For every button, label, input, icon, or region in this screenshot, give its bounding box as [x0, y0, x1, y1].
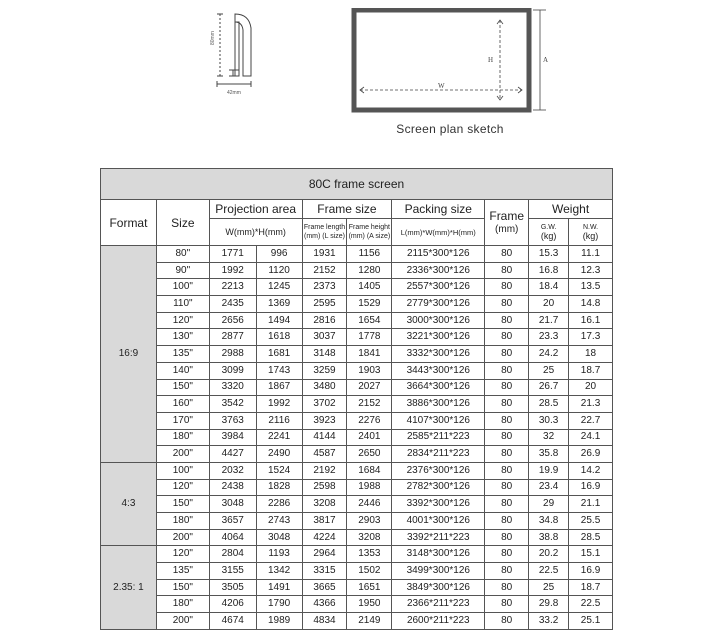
packing-size-cell: 3332*300*126 [392, 346, 485, 363]
table-row [101, 296, 613, 313]
frame-height-cell: 1651 [347, 579, 392, 596]
frame-length-cell: 4144 [302, 429, 347, 446]
size-cell: 150" [156, 496, 209, 513]
table-row [101, 479, 613, 496]
nw-cell: 14.8 [569, 296, 613, 313]
sketch-caption: Screen plan sketch [396, 122, 504, 136]
proj-w-cell: 2213 [209, 279, 256, 296]
frame-height-cell: 2276 [347, 412, 392, 429]
table-row [101, 412, 613, 429]
size-cell: 130" [156, 329, 209, 346]
format-cell: 2.35: 1 [101, 546, 157, 629]
proj-h-cell: 1342 [256, 563, 302, 580]
gw-cell: 15.3 [529, 246, 569, 263]
nw-cell: 13.5 [569, 279, 613, 296]
proj-h-cell: 2743 [256, 513, 302, 530]
size-cell: 170" [156, 412, 209, 429]
size-cell: 110" [156, 296, 209, 313]
nw-cell: 16.9 [569, 479, 613, 496]
gw-cell: 26.7 [529, 379, 569, 396]
packing-size-cell: 3499*300*126 [392, 563, 485, 580]
packing-size-cell: 2600*211*223 [392, 613, 485, 630]
gw-cell: 38.8 [529, 529, 569, 546]
frame-length-cell: 3923 [302, 412, 347, 429]
frame-height-cell: 1841 [347, 346, 392, 363]
frame-height-cell: 1280 [347, 262, 392, 279]
proj-h-cell: 1120 [256, 262, 302, 279]
frame-length-cell: 2598 [302, 479, 347, 496]
gw-cell: 33.2 [529, 613, 569, 630]
packing-size-cell: 3221*300*126 [392, 329, 485, 346]
nw-cell: 18.7 [569, 579, 613, 596]
size-cell: 180" [156, 513, 209, 530]
gw-unit: (kg) [540, 231, 557, 241]
gw-label: G.W. [540, 224, 557, 231]
size-cell: 120" [156, 312, 209, 329]
plan-w-label: W [438, 82, 445, 90]
nw-cell: 21.3 [569, 396, 613, 413]
proj-w-cell: 3320 [209, 379, 256, 396]
nw-cell: 15.1 [569, 546, 613, 563]
proj-w-cell: 3542 [209, 396, 256, 413]
frame-height-cell: 1405 [347, 279, 392, 296]
frame-cell: 80 [485, 396, 529, 413]
spec-table-body [101, 246, 613, 630]
packing-size-cell: 2557*300*126 [392, 279, 485, 296]
size-cell: 180" [156, 429, 209, 446]
gw-cell: 22.5 [529, 563, 569, 580]
frame-length-cell: 4587 [302, 446, 347, 463]
proj-w-cell: 4206 [209, 596, 256, 613]
format-header: Format [101, 200, 157, 246]
frame-length-cell: 3037 [302, 329, 347, 346]
frame-length-cell: 2816 [302, 312, 347, 329]
table-row [101, 529, 613, 546]
frame-length-cell: 2152 [302, 262, 347, 279]
frame-height-cell: 3208 [347, 529, 392, 546]
frame-length-cell: 2192 [302, 462, 347, 479]
table-row [101, 496, 613, 513]
proj-w-cell: 4064 [209, 529, 256, 546]
nw-cell: 18.7 [569, 362, 613, 379]
proj-h-cell: 1989 [256, 613, 302, 630]
gw-cell: 35.8 [529, 446, 569, 463]
proj-h-cell: 1828 [256, 479, 302, 496]
proj-h-cell: 996 [256, 246, 302, 263]
proj-h-cell: 1491 [256, 579, 302, 596]
proj-h-cell: 1992 [256, 396, 302, 413]
frame-length-cell: 3702 [302, 396, 347, 413]
size-cell: 150" [156, 579, 209, 596]
proj-w-cell: 2804 [209, 546, 256, 563]
profile-width-label: 42mm [227, 90, 241, 96]
packing-size-cell: 2782*300*126 [392, 479, 485, 496]
frame-cell: 80 [485, 346, 529, 363]
size-cell: 135" [156, 346, 209, 363]
packing-size-cell: 4001*300*126 [392, 513, 485, 530]
frame-height-cell: 1950 [347, 596, 392, 613]
nw-cell: 16.1 [569, 312, 613, 329]
size-cell: 100" [156, 279, 209, 296]
frame-profile-sketch [195, 10, 265, 105]
proj-h-cell: 2241 [256, 429, 302, 446]
frame-cell: 80 [485, 262, 529, 279]
frame-length-cell: 2595 [302, 296, 347, 313]
proj-h-cell: 1524 [256, 462, 302, 479]
proj-w-cell: 3155 [209, 563, 256, 580]
frame-height-cell: 2401 [347, 429, 392, 446]
table-row [101, 362, 613, 379]
format-cell: 16:9 [101, 246, 157, 463]
gw-cell: 29 [529, 496, 569, 513]
size-cell: 160" [156, 396, 209, 413]
proj-w-cell: 3984 [209, 429, 256, 446]
nw-cell: 25.1 [569, 613, 613, 630]
proj-w-cell: 3048 [209, 496, 256, 513]
packing-size-cell: 3443*300*126 [392, 362, 485, 379]
frame-length-cell: 1931 [302, 246, 347, 263]
nw-cell: 28.5 [569, 529, 613, 546]
nw-cell: 16.9 [569, 563, 613, 580]
frame-cell: 80 [485, 279, 529, 296]
frame-cell: 80 [485, 296, 529, 313]
table-row [101, 613, 613, 630]
frame-length-cell: 3480 [302, 379, 347, 396]
proj-h-cell: 1494 [256, 312, 302, 329]
gw-cell: 16.8 [529, 262, 569, 279]
table-row [101, 312, 613, 329]
frame-length-cell: 3315 [302, 563, 347, 580]
nw-cell: 21.1 [569, 496, 613, 513]
proj-w-cell: 3763 [209, 412, 256, 429]
proj-h-cell: 3048 [256, 529, 302, 546]
gw-cell: 23.4 [529, 479, 569, 496]
gw-cell: 18.4 [529, 279, 569, 296]
frame-length-header: Frame length (mm) (L size) [302, 219, 347, 246]
size-cell: 120" [156, 479, 209, 496]
proj-w-cell: 2032 [209, 462, 256, 479]
frame-height-cell: 2152 [347, 396, 392, 413]
frame-length-cell: 4366 [302, 596, 347, 613]
table-row [101, 346, 613, 363]
packing-size-cell: 2366*211*223 [392, 596, 485, 613]
proj-h-cell: 1245 [256, 279, 302, 296]
proj-w-cell: 2877 [209, 329, 256, 346]
proj-w-cell: 2438 [209, 479, 256, 496]
frame-cell: 80 [485, 613, 529, 630]
gw-cell: 34.8 [529, 513, 569, 530]
table-row [101, 579, 613, 596]
plan-a-label: A [543, 56, 549, 64]
frame-height-cell: 1778 [347, 329, 392, 346]
frame-cell: 80 [485, 362, 529, 379]
projection-area-header: Projection area [209, 200, 302, 219]
table-row [101, 429, 613, 446]
size-header: Size [156, 200, 209, 246]
frame-length-cell: 3665 [302, 579, 347, 596]
gw-cell: 21.7 [529, 312, 569, 329]
frame-height-header: Frame height (mm) (A size) [347, 219, 392, 246]
frame-length-cell: 3208 [302, 496, 347, 513]
frame-cell: 80 [485, 462, 529, 479]
proj-h-cell: 1790 [256, 596, 302, 613]
frame-length-cell: 4224 [302, 529, 347, 546]
frame-cell: 80 [485, 412, 529, 429]
packing-size-cell: 3886*300*126 [392, 396, 485, 413]
frame-cell: 80 [485, 246, 529, 263]
frame-cell: 80 [485, 312, 529, 329]
size-cell: 100" [156, 462, 209, 479]
packing-size-cell: 3664*300*126 [392, 379, 485, 396]
gw-header [529, 219, 569, 246]
weight-header: Weight [529, 200, 613, 219]
proj-h-cell: 1867 [256, 379, 302, 396]
frame-cell: 80 [485, 513, 529, 530]
table-row [101, 462, 613, 479]
frame-length-cell: 2373 [302, 279, 347, 296]
packing-size-cell: 3392*300*126 [392, 496, 485, 513]
frame-cell: 80 [485, 479, 529, 496]
frame-height-cell: 2027 [347, 379, 392, 396]
packing-size-cell: 3392*211*223 [392, 529, 485, 546]
nw-cell: 14.2 [569, 462, 613, 479]
frame-height-cell: 1988 [347, 479, 392, 496]
gw-cell: 32 [529, 429, 569, 446]
nw-cell: 25.5 [569, 513, 613, 530]
frame-height-cell: 2650 [347, 446, 392, 463]
gw-cell: 25 [529, 579, 569, 596]
proj-w-cell: 4427 [209, 446, 256, 463]
table-row [101, 596, 613, 613]
frame-length-cell: 3259 [302, 362, 347, 379]
table-row [101, 513, 613, 530]
frame-cell: 80 [485, 329, 529, 346]
nw-cell: 24.1 [569, 429, 613, 446]
frame-height-cell: 1684 [347, 462, 392, 479]
gw-cell: 29.8 [529, 596, 569, 613]
nw-cell: 22.5 [569, 596, 613, 613]
packing-size-cell: 2376*300*126 [392, 462, 485, 479]
packing-size-header: Packing size [392, 200, 485, 219]
packing-size-cell: 2336*300*126 [392, 262, 485, 279]
frame-height-cell: 1529 [347, 296, 392, 313]
proj-w-cell: 1771 [209, 246, 256, 263]
proj-w-cell: 4674 [209, 613, 256, 630]
screen-plan-sketch [350, 8, 560, 118]
frame-length-cell: 3148 [302, 346, 347, 363]
table-row [101, 396, 613, 413]
frame-length-cell: 2964 [302, 546, 347, 563]
size-cell: 140" [156, 362, 209, 379]
proj-w-cell: 3099 [209, 362, 256, 379]
table-row [101, 546, 613, 563]
frame-height-cell: 1353 [347, 546, 392, 563]
frame-height-cell: 2903 [347, 513, 392, 530]
nw-label: N.W. [582, 224, 599, 231]
size-cell: 120" [156, 546, 209, 563]
frame-cell: 80 [485, 563, 529, 580]
size-cell: 135" [156, 563, 209, 580]
proj-w-cell: 1992 [209, 262, 256, 279]
frame-size-header: Frame size [302, 200, 392, 219]
frame-cell: 80 [485, 496, 529, 513]
gw-cell: 28.5 [529, 396, 569, 413]
frame-height-cell: 2149 [347, 613, 392, 630]
proj-h-cell: 1743 [256, 362, 302, 379]
proj-w-cell: 2988 [209, 346, 256, 363]
frame-cell: 80 [485, 579, 529, 596]
proj-h-cell: 1681 [256, 346, 302, 363]
packing-size-cell: 3000*300*126 [392, 312, 485, 329]
table-row [101, 563, 613, 580]
nw-cell: 20 [569, 379, 613, 396]
table-row [101, 262, 613, 279]
proj-h-cell: 1369 [256, 296, 302, 313]
packing-size-cell: 2585*211*223 [392, 429, 485, 446]
packing-size-cell: 3148*300*126 [392, 546, 485, 563]
table-title: 80C frame screen [101, 169, 613, 200]
proj-w-cell: 2656 [209, 312, 256, 329]
size-cell: 200" [156, 529, 209, 546]
gw-cell: 24.2 [529, 346, 569, 363]
packing-size-cell: 3849*300*126 [392, 579, 485, 596]
frame-cell: 80 [485, 379, 529, 396]
plan-h-label: H [488, 56, 494, 64]
packing-size-cell: 2834*211*223 [392, 446, 485, 463]
nw-cell: 12.3 [569, 262, 613, 279]
frame-height-cell: 1502 [347, 563, 392, 580]
packing-sub-header: L(mm)*W(mm)*H(mm) [392, 219, 485, 246]
gw-cell: 19.9 [529, 462, 569, 479]
gw-cell: 20.2 [529, 546, 569, 563]
frame-height-cell: 1156 [347, 246, 392, 263]
proj-w-cell: 3657 [209, 513, 256, 530]
frame-cell: 80 [485, 429, 529, 446]
table-row [101, 279, 613, 296]
gw-cell: 30.3 [529, 412, 569, 429]
table-row [101, 379, 613, 396]
frame-header-label: Frame [489, 208, 525, 223]
size-cell: 90" [156, 262, 209, 279]
table-row [101, 246, 613, 263]
frame-header-unit: (mm) [495, 223, 519, 235]
frame-height-cell: 1903 [347, 362, 392, 379]
size-cell: 80" [156, 246, 209, 263]
projection-sub-header: W(mm)*H(mm) [209, 219, 302, 246]
frame-header [485, 200, 529, 246]
size-cell: 150" [156, 379, 209, 396]
proj-w-cell: 3505 [209, 579, 256, 596]
table-row [101, 446, 613, 463]
format-cell: 4:3 [101, 462, 157, 545]
frame-length-cell: 3817 [302, 513, 347, 530]
packing-size-cell: 2779*300*126 [392, 296, 485, 313]
frame-cell: 80 [485, 596, 529, 613]
packing-size-cell: 4107*300*126 [392, 412, 485, 429]
packing-size-cell: 2115*300*126 [392, 246, 485, 263]
frame-cell: 80 [485, 529, 529, 546]
frame-cell: 80 [485, 546, 529, 563]
nw-cell: 26.9 [569, 446, 613, 463]
gw-cell: 23.3 [529, 329, 569, 346]
frame-cell: 80 [485, 446, 529, 463]
gw-cell: 25 [529, 362, 569, 379]
nw-cell: 22.7 [569, 412, 613, 429]
spec-table [100, 168, 613, 630]
size-cell: 200" [156, 613, 209, 630]
nw-cell: 17.3 [569, 329, 613, 346]
nw-cell: 11.1 [569, 246, 613, 263]
nw-header [569, 219, 613, 246]
gw-cell: 20 [529, 296, 569, 313]
frame-length-cell: 4834 [302, 613, 347, 630]
table-row [101, 329, 613, 346]
nw-unit: (kg) [582, 231, 599, 241]
frame-height-cell: 1654 [347, 312, 392, 329]
proj-h-cell: 2116 [256, 412, 302, 429]
size-cell: 200" [156, 446, 209, 463]
nw-cell: 18 [569, 346, 613, 363]
profile-height-label: 80mm [210, 31, 216, 45]
proj-h-cell: 1618 [256, 329, 302, 346]
frame-height-cell: 2446 [347, 496, 392, 513]
proj-h-cell: 1193 [256, 546, 302, 563]
proj-h-cell: 2286 [256, 496, 302, 513]
size-cell: 180" [156, 596, 209, 613]
proj-h-cell: 2490 [256, 446, 302, 463]
proj-w-cell: 2435 [209, 296, 256, 313]
